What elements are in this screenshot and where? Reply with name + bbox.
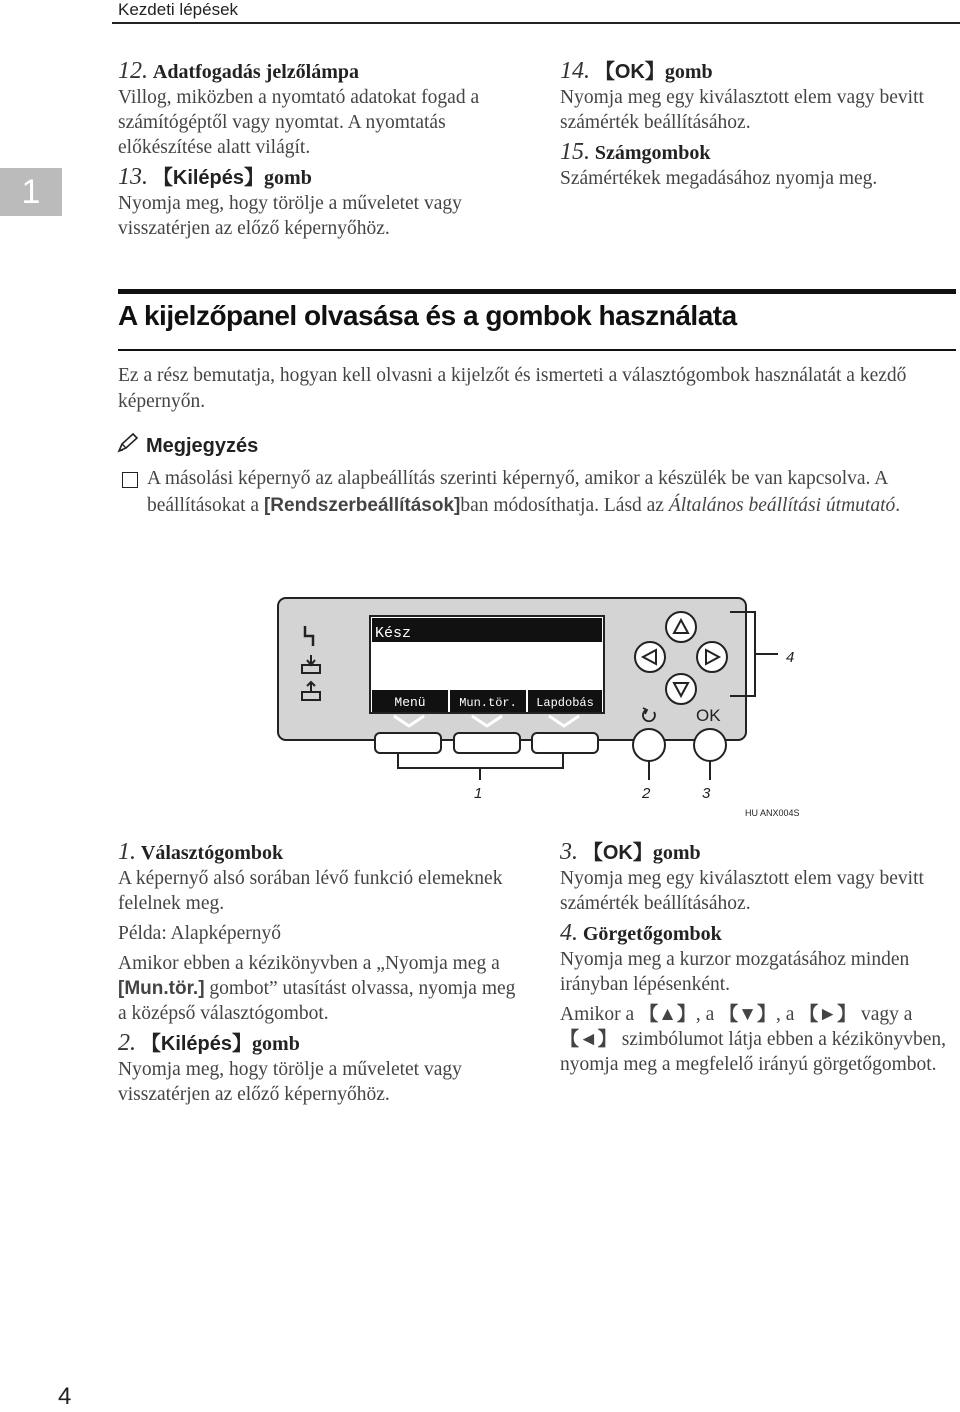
softkey-2-text: Mun.tör.: [459, 696, 517, 710]
item-4-text-1: Nyomja meg a kurzor mozgatásához minden irányban lépésenként.: [560, 949, 910, 995]
escape-key: [633, 729, 665, 761]
running-header: Kezdeti lépések: [118, 0, 239, 19]
section-intro: Ez a rész bemutatja, hogyan kell olvasni a kijelzőt és ismerteti a választógombok használatát a kezdő képernyőn.: [118, 365, 907, 412]
callout-4: 4: [786, 649, 795, 666]
screen-title: Kész: [375, 625, 412, 642]
ok-key: [694, 729, 726, 761]
selection-key-right: [532, 733, 598, 753]
selection-key-middle: [454, 733, 520, 753]
softkey-1-text: Menü: [394, 695, 426, 710]
item-14-text: Nyomja meg egy kiválasztott elem vagy bevitt számérték beállításához.: [560, 87, 924, 133]
callout-2: 2: [642, 785, 651, 802]
callout-3: 3: [702, 785, 711, 802]
item-4-title: 4. Görgetőgombok: [560, 920, 722, 946]
item-15-text: Számértékek megadásához nyomja meg.: [560, 168, 878, 189]
item-15-title: 15. Számgombok: [560, 139, 711, 165]
page-number: 4: [58, 1383, 72, 1410]
item-14-title: 14. 【OK】gomb: [560, 58, 713, 84]
figure-id: HU ANX004S: [745, 808, 800, 818]
item-4-text-2: Amikor a 【▲】, a 【▼】, a 【►】 vagy a 【◄】 szimbólumot látja ebben a kézikönyvben, nyomja meg a megfelelő irányú görgetőgombot.: [560, 1004, 947, 1075]
bottom-right-column: [560, 836, 960, 1082]
note-text: A másolási képernyő az alapbeállítás szerinti képernyő, amikor a készülék be van kapcsolva. A beállításokat a [Rendszerbeállítások]ban módosíthatja. Lásd az Általános beállítási útmutató.: [147, 468, 901, 516]
ok-label: OK: [696, 706, 721, 725]
item-2-text: Nyomja meg, hogy törölje a műveletet vagy visszatérjen az előző képernyőhöz.: [118, 1059, 462, 1105]
item-1-text-2: Példa: Alapképernyő: [118, 923, 281, 944]
item-3-text: Nyomja meg egy kiválasztott elem vagy bevitt számérték beállításához.: [560, 868, 924, 914]
item-13-title: 13. 【Kilépés】gomb: [118, 164, 312, 190]
item-1-title: 1. Választógombok: [118, 839, 284, 865]
section-title: A kijelzőpanel olvasása és a gombok használata: [118, 300, 737, 331]
item-12-text: Villog, miközben a nyomtató adatokat fogad a számítógéptől vagy nyomtat. A nyomtatás előkészítése alatt világít.: [118, 87, 480, 158]
item-12-title: 12. Adatfogadás jelzőlámpa: [118, 58, 359, 84]
note-heading: Megjegyzés: [116, 432, 258, 460]
chapter-tab: 1: [0, 168, 62, 216]
selection-key-left: [375, 733, 441, 753]
item-1-text-3: Amikor ebben a kézikönyvben a „Nyomja meg a [Mun.tör.] gombot” utasítást olvassa, nyomja meg a középső választógombot.: [118, 953, 516, 1024]
bottom-left-column: [118, 836, 518, 1112]
item-13-text: Nyomja meg, hogy törölje a műveletet vagy visszatérjen az előző képernyőhöz.: [118, 193, 462, 239]
item-2-title: 2. 【Kilépés】gomb: [118, 1030, 300, 1056]
callout-1: 1: [474, 785, 483, 802]
item-1-text-1: A képernyő alsó sorában lévő funkció elemeknek felelnek meg.: [118, 868, 503, 914]
item-3-title: 3. 【OK】gomb: [560, 839, 701, 865]
softkey-3-text: Lapdobás: [536, 696, 594, 710]
